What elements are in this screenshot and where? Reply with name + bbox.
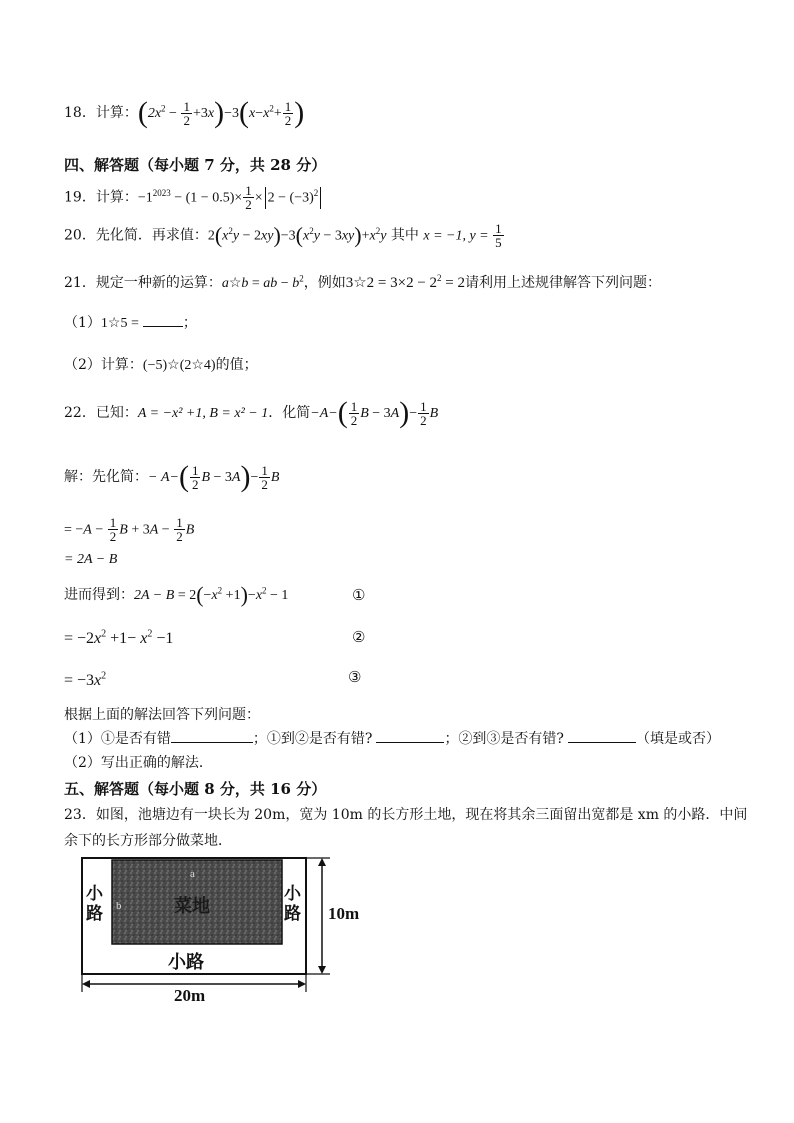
q21-p1-expr: 1☆5 = bbox=[100, 316, 139, 331]
q22-a1-part1: （1）①是否有错 bbox=[64, 731, 171, 747]
q22-a1-blank-1[interactable] bbox=[171, 730, 253, 743]
fig-width-label: 20m bbox=[174, 986, 206, 1005]
q21-p1-label: （1） bbox=[64, 315, 101, 331]
q22-solution-line-3: = 2A − B bbox=[64, 552, 118, 567]
fig-mark-b: b bbox=[116, 900, 122, 912]
question-23-line-1: 23．如图，池塘边有一块长为 20m，宽为 10m 的长方形土地，现在将其余三面留出宽都是 xm 的小路．中间 bbox=[64, 807, 748, 823]
fig-path-bottom-label: 小路 bbox=[168, 952, 204, 973]
question-19: 19．计算：$-1^{2023} - (1 - 0.5)\times$ $\frac{1}{2}$ × $2 - (-3)^2$ bbox=[64, 184, 323, 211]
q22-a1-blank-3[interactable] bbox=[568, 730, 636, 743]
q22-solution-line-2: = −A − $\frac{1}{2}$ B + 3A − $\frac{1}{2}$ B bbox=[64, 515, 195, 544]
question-18: 18．计算：($2x^2$ − $\frac{1}{2}$ $+3x)-3(x-x^2+$ $\frac{1}{2}$ ) bbox=[64, 96, 305, 129]
q22-a1-blank-2[interactable] bbox=[376, 730, 444, 743]
fig-height-label: 10m bbox=[328, 904, 360, 923]
q22-a1-part4: （填是或否） bbox=[635, 731, 720, 747]
q22-solution-line-1: 解：先化简：− A−( $\frac{1}{2}$ B − 3A)− $\frac{1}{2}$ B bbox=[64, 460, 280, 493]
q21-p1-blank[interactable] bbox=[143, 314, 183, 327]
question-22: 22．已知：A = −x² +1, B = x² − 1．化简−A−( $\frac{1}{2}$ B − 3A)− $\frac{1}{2}$ B bbox=[64, 396, 439, 429]
q18-label: 18．计算： bbox=[64, 105, 138, 121]
q22-mark-3: ③ bbox=[348, 668, 362, 686]
q22-label: 22．已知： bbox=[64, 405, 138, 421]
q22-answer-1 bbox=[64, 728, 720, 748]
fig-path-right-label: 小路 bbox=[284, 884, 301, 924]
q22-given: A = −x² +1, B = x² − 1 bbox=[137, 406, 269, 421]
q21-p2-label: （2）计算： bbox=[64, 357, 143, 373]
q21-example-prefix: ，例如 bbox=[303, 275, 346, 291]
q22-mark-1: ① bbox=[352, 586, 366, 604]
q21-example-suffix: 请利用上述规律解答下列问题： bbox=[465, 275, 661, 291]
q22-answer-2: （2）写出正确的解法． bbox=[64, 755, 213, 771]
q22-step-2: = $-2x^2 +1- x^2 -1$ bbox=[64, 628, 174, 647]
section-4-title: 四、解答题（每小题 7 分，共 28 分） bbox=[64, 156, 327, 174]
q23-figure bbox=[76, 854, 366, 1004]
q22-then-label: 进而得到： bbox=[64, 587, 134, 603]
question-20: 20．先化简．再求值：$2(x^2y - 2xy)-3(x^2y - 3xy)+x^2y$ 其中 x = −1, y = $\frac{1}{5}$ bbox=[64, 221, 502, 250]
fig-path-left-label: 小路 bbox=[86, 884, 103, 924]
question-21-part-1 bbox=[64, 312, 197, 332]
q20-label: 20．先化简．再求值： bbox=[64, 227, 208, 244]
q23-figure-svg bbox=[76, 854, 366, 1004]
section-5-title: 五、解答题（每小题 8 分，共 16 分） bbox=[64, 780, 327, 798]
q21-p1-end: ； bbox=[182, 315, 197, 331]
q22-answer-intro: 根据上面的解法回答下列问题： bbox=[64, 707, 260, 723]
fig-field-label: 菜地 bbox=[174, 896, 210, 917]
fig-mark-a: a bbox=[190, 868, 195, 880]
q22-a1-part2: ；①到②是否有错? bbox=[252, 731, 373, 747]
q22-step-3: = $-3x^2$ bbox=[64, 670, 107, 689]
q21-p2-end: 的值； bbox=[215, 357, 258, 373]
question-23-line-2: 余下的长方形部分做菜地． bbox=[64, 833, 232, 849]
q20-mid: 其中 bbox=[390, 227, 419, 244]
q22-then-line: 进而得到：$2A - B = 2(-x^2 +1)-x^2 - 1$ bbox=[64, 582, 289, 607]
q21-p2-expr: (−5)☆(2☆4) bbox=[142, 358, 216, 373]
q20-condition: x = −1, y = bbox=[423, 228, 493, 244]
question-21: 21．规定一种新的运算：a☆b = ab − $b^2$，例如3☆2 = $3\times 2 - 2^2 = 2$请利用上述规律解答下列问题： bbox=[64, 273, 661, 291]
q22-a1-part3: ；②到③是否有错? bbox=[444, 731, 564, 747]
question-21-part-2 bbox=[64, 354, 258, 374]
q19-label: 19．计算： bbox=[64, 189, 138, 206]
q21-label: 21．规定一种新的运算： bbox=[64, 275, 222, 291]
q22-sol-label: 解：先化简： bbox=[64, 469, 148, 485]
q19-exponent: 2023 bbox=[152, 187, 171, 198]
q22-simplify: ．化简 bbox=[268, 405, 311, 421]
q22-mark-2: ② bbox=[352, 628, 366, 646]
